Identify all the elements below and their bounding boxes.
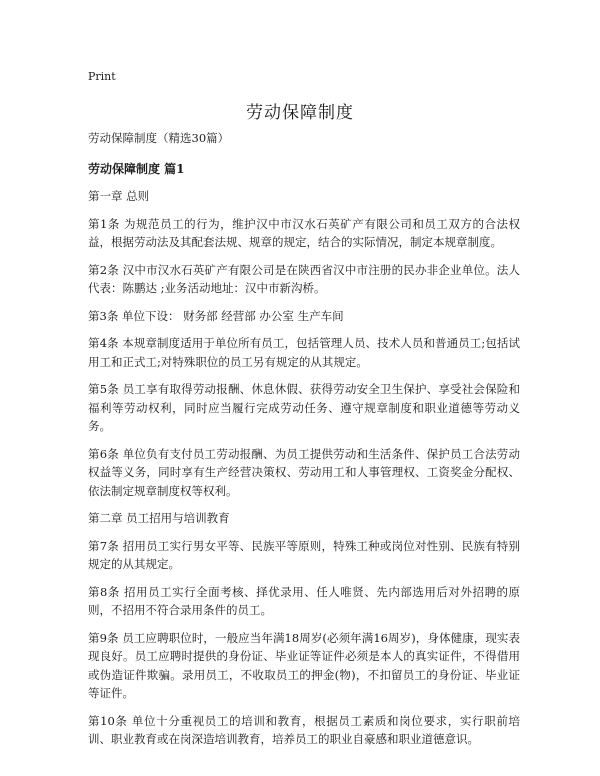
document-title: 劳动保障制度	[246, 103, 354, 123]
section-heading: 劳动保障制度 篇1	[88, 162, 185, 176]
chapter-heading: 第一章 总则	[88, 189, 150, 203]
article-paragraph: 第2条 汉中市汉水石英矿产有限公司是在陕西省汉中市注册的民办非企业单位。法人代表：陈鹏达 ;业务活动地址：汉中市新沟桥。	[88, 262, 520, 295]
article-paragraph: 第9条 员工应聘职位时，一般应当年满18周岁(必须年满16周岁)，身体健康，现实表现良好。员工应聘时提供的身份证、毕业证等证件必须是本人的真实证件，不得借用或伪造证件欺骗。录用员工，不收取员工的押金(物)，不扣留员工的身份证、毕业证等证件。	[88, 630, 520, 700]
article-paragraph: 第8条 招用员工实行全面考核、择优录用、任人唯贤、先内部选用后对外招聘的原则，不招用不符合录用条件的员工。	[88, 584, 520, 617]
article-paragraph: 第7条 招用员工实行男女平等、民族平等原则，特殊工种或岗位对性别、民族有特别规定的从其规定。	[88, 538, 520, 571]
article-paragraph: 第3条 单位下设： 财务部 经营部 办公室 生产车间	[88, 308, 344, 323]
document-body	[88, 187, 520, 758]
print-label[interactable]: Print	[88, 70, 116, 83]
article-paragraph: 第6条 单位负有支付员工劳动报酬、为员工提供劳动和生活条件、保护员工合法劳动权益等义务，同时享有生产经营决策权、劳动用工和人事管理权、工资奖金分配权、依法制定规章制度权等权利。	[88, 446, 520, 498]
article-paragraph: 第10条 单位十分重视员工的培训和教育，根据员工素质和岗位要求，实行职前培训、职业教育或在岗深造培训教育，培养员工的职业自豪感和职业道德意识。	[88, 713, 520, 746]
article-paragraph: 第1条 为规范员工的行为，维护汉中市汉水石英矿产有限公司和员工双方的合法权益，根据劳动法及其配套法规、规章的规定，结合的实际情况，制定本规章制度。	[88, 216, 520, 249]
document-subtitle: 劳动保障制度（精选30篇）	[88, 131, 230, 145]
article-paragraph: 第4条 本规章制度适用于单位所有员工，包括管理人员、技术人员和普通员工;包括试用工和正式工;对特殊职位的员工另有规定的从其规定。	[88, 336, 520, 369]
chapter-heading: 第二章 员工招用与培训教育	[88, 511, 230, 525]
article-paragraph: 第5条 员工享有取得劳动报酬、休息休假、获得劳动安全卫生保护、享受社会保险和福利等劳动权利，同时应当履行完成劳动任务、遵守规章制度和职业道德等劳动义务。	[88, 382, 520, 433]
